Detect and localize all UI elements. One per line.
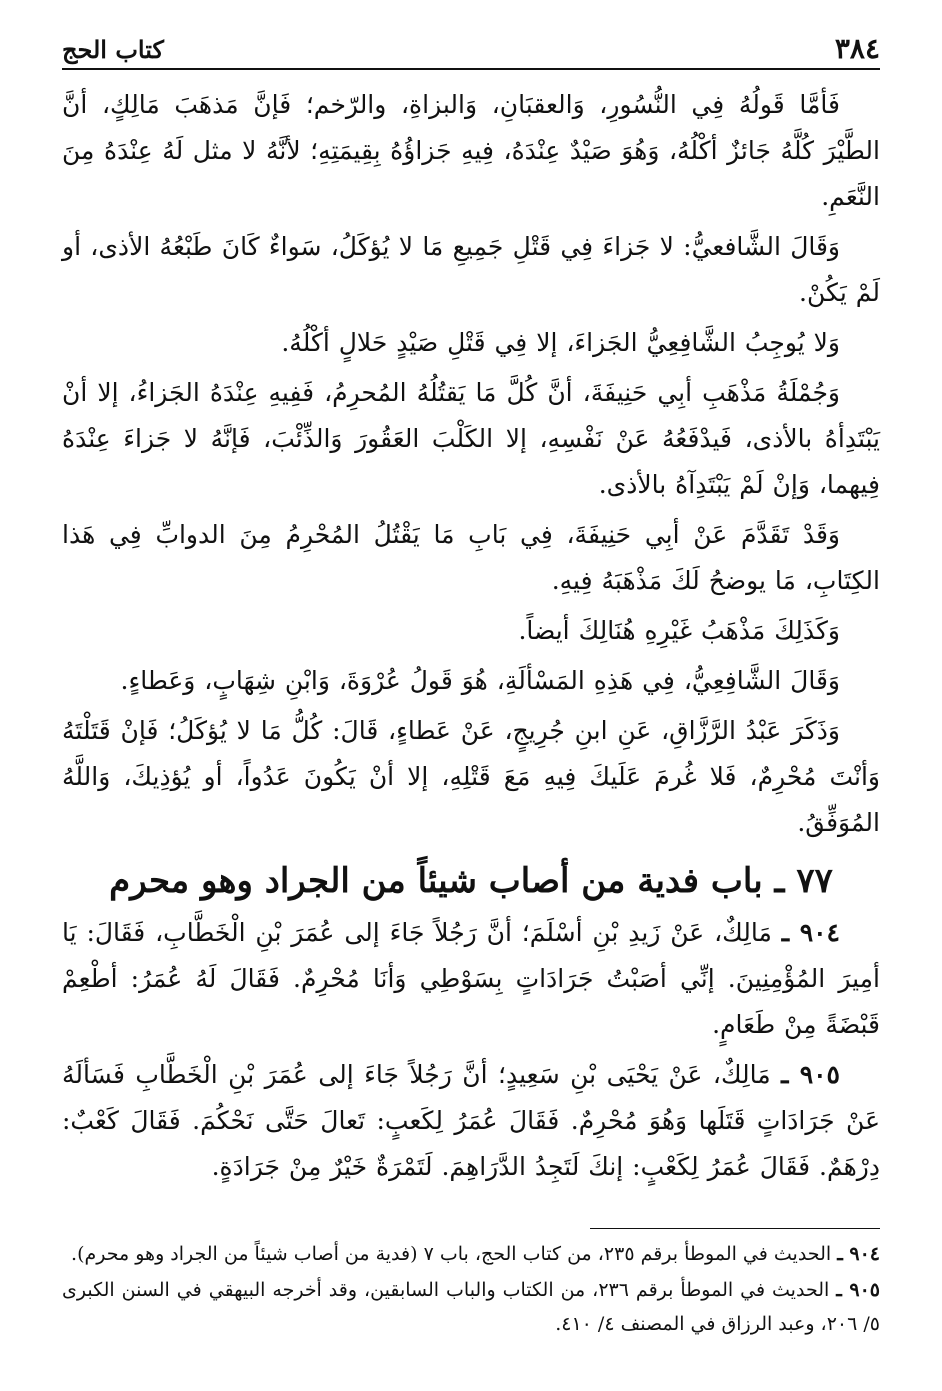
footnote-905 (62, 1273, 880, 1341)
page (62, 28, 880, 1343)
chapter-heading: ٧٧ ـ باب فدية من أصاب شيئاً من الجراد وهو محرم (109, 861, 833, 901)
footnote-text: الحديث في الموطأ برقم ٢٣٦، من الكتاب والباب السابقين، وقد أخرجه البيهقي في السنن الكبرى ٥/ ٢٠٦، وعبد الرزاق في المصنف ٤/ ٤١٠. (62, 1279, 880, 1335)
footnotes (62, 1237, 880, 1341)
paragraph-2: وَقَالَ الشَّافعيُّ: لا جَزاءَ فِي قَتْلِ جَمِيعِ مَا لا يُؤكَلُ، سَواءٌ كَانَ طَبْعُهُ الأذى، أو لَمْ يَكُنْ. (62, 232, 880, 307)
hadith-904 (62, 910, 880, 1048)
paragraph-3: وَلا يُوجِبُ الشَّافِعِيُّ الجَزاءَ، إلا فِي قَتْلِ صَيْدٍ حَلالٍ أكْلُهُ. (281, 328, 840, 357)
page-number: ٣٨٤ (834, 32, 880, 65)
hadith-number: ٩٠٤ ـ (781, 918, 840, 947)
footnote-number: ٩٠٥ ـ (836, 1279, 881, 1301)
body-text (62, 82, 880, 1190)
paragraph-5: وَقَدْ تَقَدَّمَ عَنْ أبِي حَنِيفَةَ، فِي بَابِ مَا يَقْتُلُ المُحْرِمُ مِنَ الدوابِّ فِي هَذا الكِتَابِ، مَا يوضحُ لَكَ مَذْهَبَهُ فِيهِ. (62, 520, 880, 595)
hadith-text: مَالِكٌ، عَنْ زَيدِ بْنِ أسْلَمَ؛ أنَّ رَجُلاً جَاءَ إلى عُمَرَ بْنِ الْخَطَّابِ، فَقَالَ: يَا أمِيرَ المُؤْمِنِينَ. إنِّي أصَبْتُ جَرَادَاتٍ بِسَوْطِي وَأنَا مُحْرِمٌ. فَقَالَ لَهُ عُمَرُ: أطْعِمْ قَبْضَةً مِنْ طَعَامٍ. (62, 918, 880, 1039)
footnote-divider (590, 1228, 880, 1229)
paragraph-7: وَقَالَ الشَّافِعِيُّ، فِي هَذِهِ المَسْألَةِ، هُوَ قَولُ عُرْوَةَ، وَابْنِ شِهَابٍ، وَعَطاءٍ. (120, 666, 840, 695)
paragraph-4: وَجُمْلَةُ مَذْهَبِ أبِي حَنِيفَةَ، أنَّ كُلَّ مَا يَقتُلُهُ المُحرِمُ، فَفِيهِ عِنْدَهُ الجَزاءُ، إلا أنْ يَبْتَدِأهُ بالأذى، فَيدْفَعُهُ عَنْ نَفْسِهِ، إلا الكَلْبَ العَقُورَ وَالذِّئْبَ، فَإنَّهُ لا جَزاءَ عِنْدَهُ فِيهما، وَإنْ لَمْ يَبْتَدِآهُ بالأذى. (62, 378, 880, 499)
hadith-text: مَالِكٌ، عَنْ يَحْيَى بْنِ سَعِيدٍ؛ أنَّ رَجُلاً جَاءَ إلى عُمَرَ بْنِ الْخَطَّابِ فَسَألَهُ عَنْ جَرَادَاتٍ قَتَلَها وَهُوَ مُحْرِمٌ. فَقَالَ عُمَرُ لِكَعبٍ: تَعالَ حَتَّى نَحْكُمَ. فَقَالَ كَعْبٌ: دِرْهَمٌ. فَقَالَ عُمَرُ لِكَعْبٍ: إنكَ لَتَجِدُ الدَّرَاهِمَ. لَتَمْرَةٌ خَيْرٌ مِنْ جَرَادَةٍ. (62, 1060, 880, 1181)
footnote-number: ٩٠٤ ـ (837, 1243, 880, 1265)
hadith-number: ٩٠٥ ـ (781, 1060, 840, 1089)
footnote-904 (62, 1237, 880, 1271)
paragraph-1: فَأمَّا قَولُهُ فِي النُّسُورِ، وَالعقبَانِ، وَالبزاةِ، والرّخم؛ فَإنَّ مَذهَبَ مَالِكٍ، أنَّ الطَّيْرَ كُلَّهُ جَائزٌ أكْلُهُ، وَهُوَ صَيْدٌ عِنْدَهُ، فِيهِ جَزاؤُهُ بِقِيمَتِهِ؛ لأنَّهُ لا مثل لَهُ عِنْدَهُ مِنَ النَّعَمِ. (62, 90, 880, 211)
running-header (62, 28, 880, 70)
paragraph-6: وَكَذَلِكَ مَذْهَبُ غَيْرِهِ هُنَالِكَ أيضاً. (518, 616, 840, 645)
hadith-905 (62, 1052, 880, 1190)
footnote-text: الحديث في الموطأ برقم ٢٣٥، من كتاب الحج، باب ٧ (فدية من أصاب شيئاً من الجراد وهو محرم). (71, 1243, 832, 1265)
book-title: كتاب الحج (62, 35, 164, 64)
paragraph-8: وَذَكَرَ عَبْدُ الرَّزَّاقِ، عَنِ ابنِ جُرِيجٍ، عَنْ عَطاءٍ، قَالَ: كُلُّ مَا لا يُؤكَلُ؛ فَإنْ قَتَلْتَهُ وَأنْتَ مُحْرِمٌ، فَلا غُرمَ عَلَيكَ فِيهِ مَعَ قَتْلِهِ، إلا أنْ يَكُونَ عَدُواً، أو يُؤذِيكَ، وَاللَّهُ المُوَفِّقُ. (62, 716, 880, 837)
